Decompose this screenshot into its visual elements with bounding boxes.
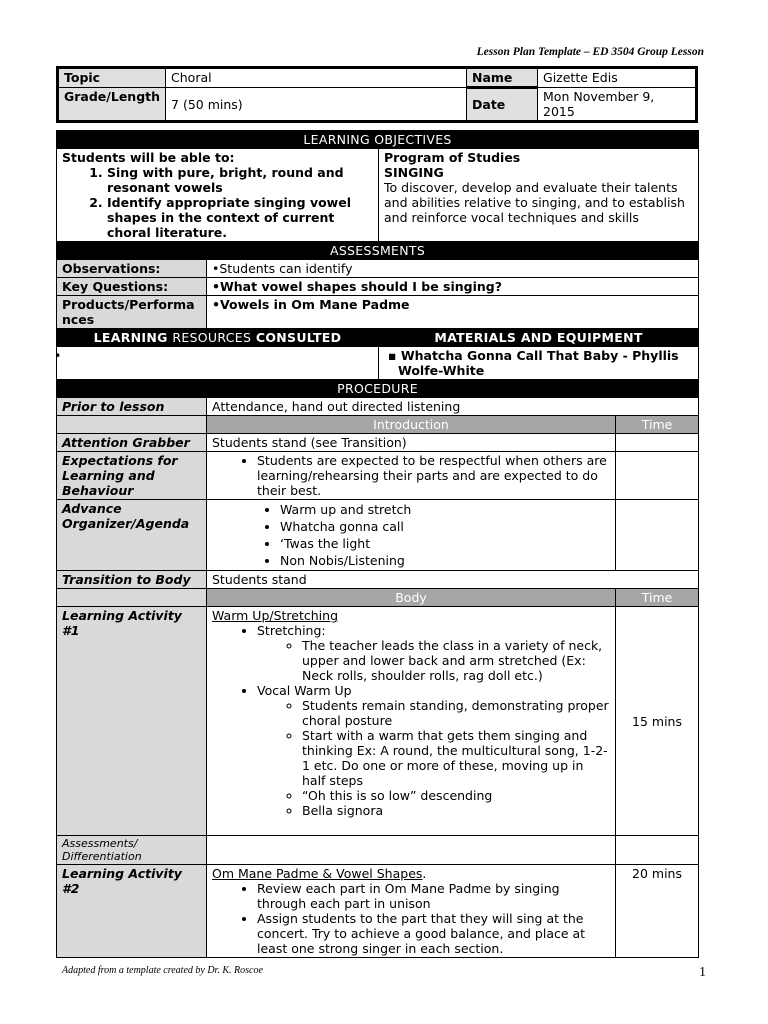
key-questions-label: Key Questions: (57, 278, 207, 296)
agenda-time (616, 500, 699, 571)
prior-value: Attendance, hand out directed listening (207, 398, 699, 416)
expectations-cell (207, 452, 616, 500)
agenda-item: • Warm up and stretch (280, 501, 610, 518)
activity2-cell (207, 865, 616, 958)
material-item: ▪ Whatcha Gonna Call That Baby - Phyllis Wolfe-White (388, 348, 679, 378)
grabber-value: Students stand (see Transition) (207, 434, 616, 452)
intro-blank (57, 416, 207, 434)
activity1-subitem: ◦ Bella signora (302, 803, 610, 818)
observations-value: •Students can identify (207, 260, 699, 278)
agenda-item: • Whatcha gonna call (280, 518, 610, 535)
observations-label: Observations: (57, 260, 207, 278)
resources-title-c: CONSULTED (251, 330, 342, 345)
agenda-item: • ‘Twas the light (280, 535, 610, 552)
bullet-icon: • (54, 348, 62, 363)
page-number: 1 (699, 965, 706, 980)
assessments-diff-label: Assessments/ Differentiation (57, 836, 207, 865)
key-questions-value: •What vowel shapes should I be singing? (207, 278, 699, 296)
body-heading: Body (207, 589, 616, 607)
grade-label: Grade/Length (58, 88, 166, 122)
materials-cell (379, 347, 699, 380)
grabber-time (616, 434, 699, 452)
lesson-table (56, 130, 699, 958)
grade-value: 7 (50 mins) (166, 88, 467, 122)
activity1-label: Learning Activity #1 (57, 607, 207, 836)
objectives-cell (57, 149, 379, 242)
objective-item: 1. Sing with pure, bright, round and resonant vowels (107, 165, 373, 195)
products-value: •Vowels in Om Mane Padme (207, 296, 699, 329)
body-blank (57, 589, 207, 607)
date-label: Date (467, 88, 538, 122)
footer-note: Adapted from a template created by Dr. K. Roscoe (62, 965, 263, 976)
assessments-diff-value (207, 836, 616, 865)
resources-title-a: LEARNING (93, 330, 173, 345)
resources-cell (54, 347, 379, 380)
time-heading: Time (616, 416, 699, 434)
activity2-item: • Review each part in Om Mane Padme by singing through each part in unison (257, 881, 610, 911)
agenda-label: Advance Organizer/Agenda (57, 500, 207, 571)
body-time-heading: Time (616, 589, 699, 607)
activity2-time: 20 mins (616, 865, 699, 958)
objectives-list (62, 165, 373, 240)
activity2-item: • Assign students to the part that they will sing at the concert. Try to achieve a good balance, and place at least one strong singer in each section. (257, 911, 610, 956)
introduction-heading: Introduction (207, 416, 616, 434)
products-label: Products/Performances (57, 296, 207, 329)
topic-value: Choral (166, 68, 467, 88)
program-title: Program of Studies (384, 150, 521, 165)
grabber-label: Attention Grabber (57, 434, 207, 452)
materials-heading: MATERIALS AND EQUIPMENT (379, 329, 699, 347)
activity2-title: Om Mane Padme & Vowel Shapes (212, 866, 423, 881)
expectations-time (616, 452, 699, 500)
activity1-item: • Vocal Warm Up (257, 683, 610, 698)
objective-item: 2. Identify appropriate singing vowel shapes in the context of current choral literature. (107, 195, 373, 240)
activity1-subitem: ◦ “Oh this is so low” descending (302, 788, 610, 803)
assessments-heading: ASSESSMENTS (57, 242, 699, 260)
activity1-cell (207, 607, 616, 836)
procedure-heading: PROCEDURE (57, 380, 699, 398)
name-value: Gizette Edis (538, 68, 697, 88)
program-text: To discover, develop and evaluate their talents and abilities relative to singing, and to establish and reinforce vocal techniques and skills (384, 180, 685, 225)
activity1-title: Warm Up/Stretching (212, 608, 339, 623)
date-value: Mon November 9, 2015 (538, 88, 697, 122)
program-cell (379, 149, 699, 242)
activity1-time: 15 mins (616, 607, 699, 836)
resources-heading (57, 329, 379, 347)
activity2-label: Learning Activity #2 (57, 865, 207, 958)
transition-label: Transition to Body (57, 571, 207, 589)
activity1-subitem: ◦ Start with a warm that gets them singing and thinking Ex: A round, the multicultural song, 1-2-1 etc. Do one or more of these, moving up in half steps (302, 728, 610, 788)
name-label: Name (467, 68, 538, 88)
material-text: Whatcha Gonna Call That Baby - Phyllis Wolfe-White (398, 348, 679, 378)
expectations-value: • Students are expected to be respectful when others are learning/rehearsing their parts and are expected to do their best. (257, 453, 610, 498)
info-table (56, 66, 698, 123)
agenda-item: • Non Nobis/Listening (280, 552, 610, 569)
activity1-item: • Stretching: (257, 623, 610, 638)
activity1-subitem: ◦ Students remain standing, demonstrating proper choral posture (302, 698, 610, 728)
transition-value: Students stand (207, 571, 699, 589)
objectives-heading: LEARNING OBJECTIVES (57, 131, 699, 149)
topic-label: Topic (58, 68, 166, 88)
resources-title-b: RESOURCES (172, 330, 252, 345)
prior-label: Prior to lesson (57, 398, 207, 416)
assessments-diff-time (616, 836, 699, 865)
agenda-cell (207, 500, 616, 571)
activity2-title-line: Om Mane Padme & Vowel Shapes. (212, 866, 427, 881)
document-header: Lesson Plan Template – ED 3504 Group Lesson (476, 46, 704, 58)
expectations-label: Expectations for Learning and Behaviour (57, 452, 207, 500)
objectives-intro: Students will be able to: (62, 150, 235, 165)
program-sub: SINGING (384, 165, 444, 180)
activity1-subitem: ◦ The teacher leads the class in a variety of neck, upper and lower back and arm stretched (Ex: Neck rolls, shoulder rolls, rag doll etc.) (302, 638, 610, 683)
